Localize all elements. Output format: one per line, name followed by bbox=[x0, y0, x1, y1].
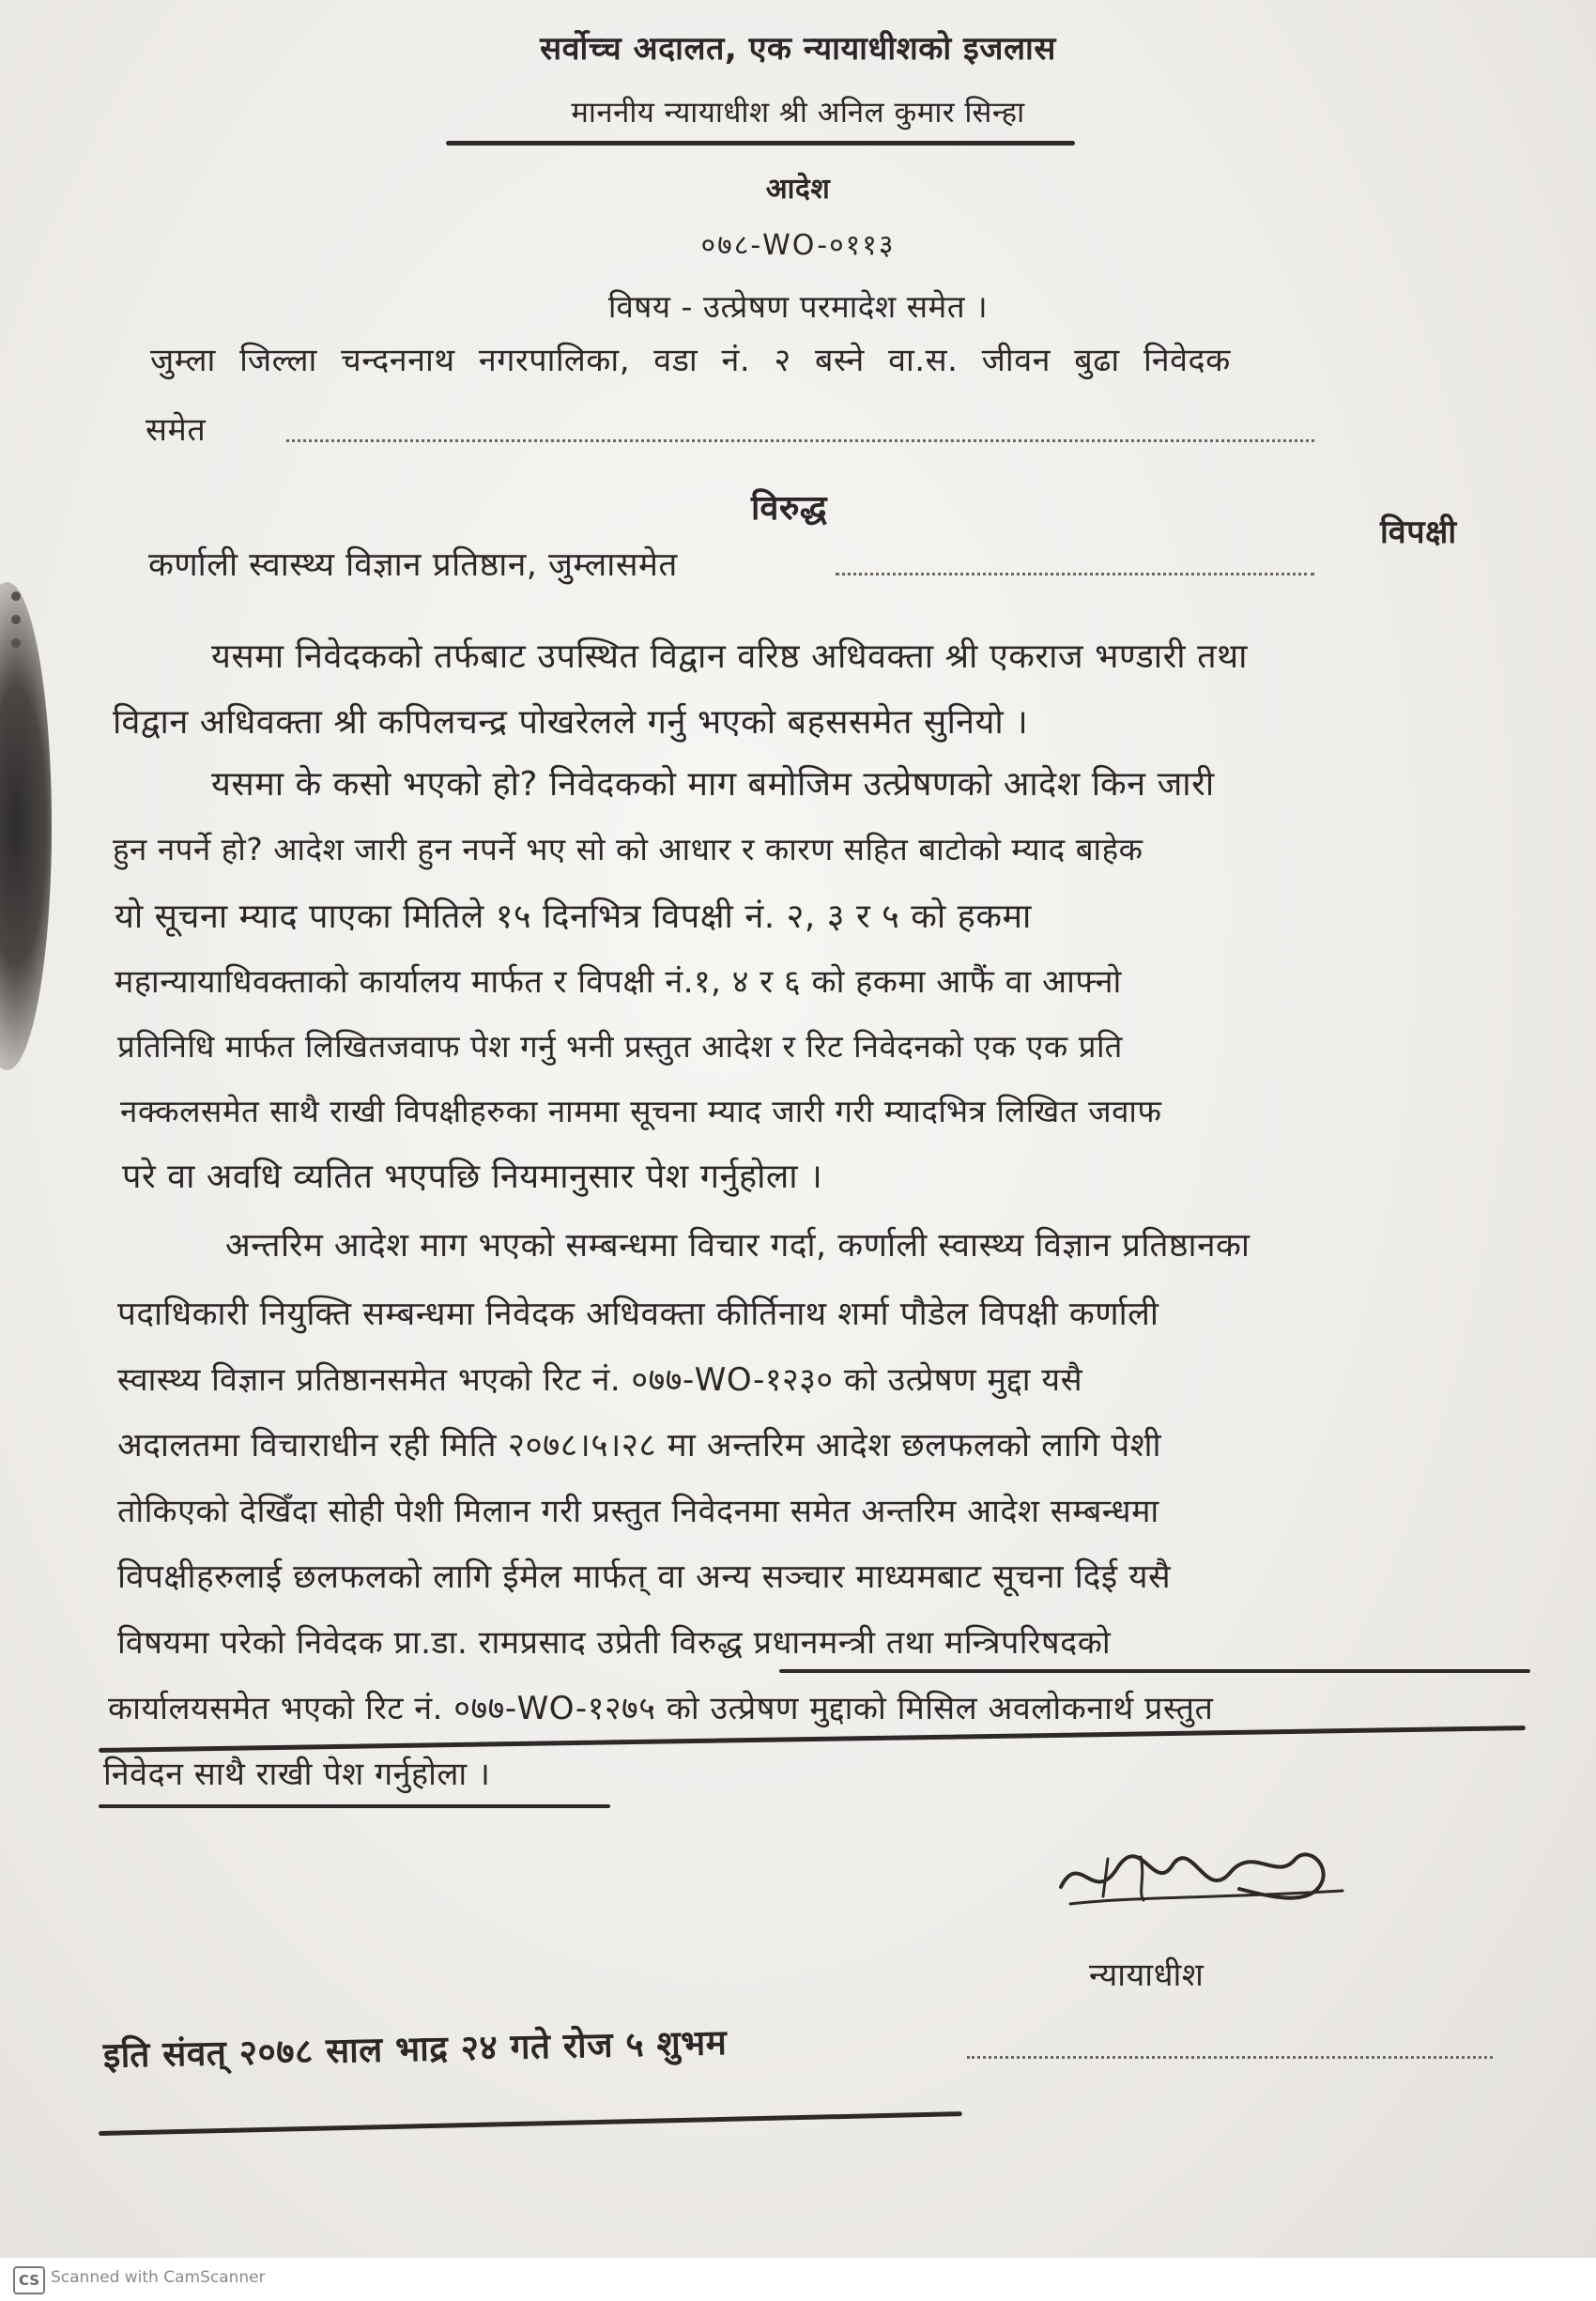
respondent-label: विपक्षी bbox=[1380, 514, 1457, 551]
body-line-8: नक्कलसमेत साथै राखी विपक्षीहरुका नाममा सूचना म्याद जारी गरी म्यादभित्र लिखित जवाफ bbox=[120, 1093, 1162, 1129]
body-line-15: विपक्षीहरुलाई छलफलको लागि ईमेल मार्फत् वा अन्य सञ्चार माध्यमबाट सूचना दिई यसै bbox=[117, 1558, 1172, 1596]
case-subject: विषय - उत्प्रेषण परमादेश समेत । bbox=[607, 288, 989, 325]
body-line-13: अदालतमा विचाराधीन रही मिति २०७८।५।२८ मा अन्तरिम आदेश छलफलको लागि पेशी bbox=[117, 1427, 1162, 1465]
body-line-14: तोकिएको देखिँदा सोही पेशी मिलान गरी प्रस्तुत निवेदनमा समेत अन्तरिम आदेश सम्बन्धमा bbox=[117, 1493, 1159, 1530]
camscanner-logo-icon: CS bbox=[13, 2266, 45, 2294]
header-underline bbox=[446, 141, 1075, 146]
binding-shadow bbox=[0, 582, 52, 1070]
scanner-watermark: Scanned with CamScanner bbox=[51, 2268, 266, 2287]
binding-hole bbox=[11, 615, 21, 624]
body-line-16: विषयमा परेको निवेदक प्रा.डा. रामप्रसाद उप्रेती विरुद्ध प्रधानमन्त्री तथा मन्त्रिपरिषदको bbox=[117, 1624, 1112, 1662]
petitioner-line: जुम्ला जिल्ला चन्दननाथ नगरपालिका, वडा नं. २ बस्ने वा.स. जीवन बुढा निवेदक bbox=[150, 342, 1231, 379]
dotted-leader bbox=[286, 439, 1314, 442]
body-line-7: प्रतिनिधि मार्फत लिखितजवाफ पेश गर्नु भनी प्रस्तुत आदेश र रिट निवेदनको एक एक प्रति bbox=[117, 1028, 1123, 1065]
dotted-leader bbox=[967, 2056, 1493, 2059]
handwritten-underline bbox=[779, 1669, 1530, 1673]
order-title: आदेश bbox=[765, 173, 831, 206]
date-line: इति संवत् २०७८ साल भाद्र २४ गते रोज ५ शुभम bbox=[102, 2022, 728, 2076]
petitioner-continuation: समेत bbox=[146, 411, 207, 449]
body-line-11: पदाधिकारी नियुक्ति सम्बन्धमा निवेदक अधिवक्ता कीर्तिनाथ शर्मा पौडेल विपक्षी कर्णाली bbox=[117, 1296, 1159, 1333]
body-line-4: हुन नपर्ने हो? आदेश जारी हुन नपर्ने भए सो को आधार र कारण सहित बाटोको म्याद बाहेक bbox=[113, 831, 1143, 867]
judge-signature bbox=[1051, 1831, 1361, 1934]
respondent-line: कर्णाली स्वास्थ्य विज्ञान प्रतिष्ठान, जुम्लासमेत bbox=[148, 546, 678, 584]
body-line-12: स्वास्थ्य विज्ञान प्रतिष्ठानसमेत भएको रिट नं. ०७७-WO-१२३० को उत्प्रेषण मुद्दा यसै bbox=[117, 1361, 1083, 1399]
judge-name-line: माननीय न्यायाधीश श्री अनिल कुमार सिन्हा bbox=[571, 96, 1025, 130]
binding-hole bbox=[11, 638, 21, 648]
date-underline bbox=[99, 2111, 962, 2136]
court-bench-heading: सर्वोच्च अदालत, एक न्यायाधीशको इजलास bbox=[540, 30, 1056, 68]
scanner-watermark-bar bbox=[0, 2258, 1596, 2301]
body-line-10: अन्तरिम आदेश माग भएको सम्बन्धमा विचार गर्दा, कर्णाली स्वास्थ्य विज्ञान प्रतिष्ठानका bbox=[225, 1227, 1251, 1265]
signature-title: न्यायाधीश bbox=[1089, 1956, 1205, 1994]
body-line-5: यो सूचना म्याद पाएका मितिले १५ दिनभित्र विपक्षी नं. २, ३ र ५ को हकमा bbox=[115, 897, 1032, 936]
body-line-6: महान्यायाधिवक्ताको कार्यालय मार्फत र विपक्षी नं.१, ४ र ६ को हकमा आफैं वा आफ्नो bbox=[115, 963, 1122, 1001]
body-line-1: यसमा निवेदकको तर्फबाट उपस्थित विद्वान वरिष्ठ अधिवक्ता श्री एकराज भण्डारी तथा bbox=[211, 637, 1248, 676]
case-number: ०७८-WO-०११३ bbox=[700, 229, 896, 262]
handwritten-underline bbox=[99, 1804, 610, 1808]
body-line-3: यसमा के कसो भएको हो? निवेदकको माग बमोजिम उत्प्रेषणको आदेश किन जारी bbox=[211, 765, 1215, 804]
body-line-18: निवेदन साथै राखी पेश गर्नुहोला । bbox=[103, 1756, 491, 1793]
dotted-leader bbox=[836, 573, 1314, 575]
body-line-9: परे वा अवधि व्यतित भएपछि नियमानुसार पेश गर्नुहोला । bbox=[122, 1158, 823, 1196]
handwritten-underline bbox=[99, 1726, 1526, 1753]
body-line-2: विद्वान अधिवक्ता श्री कपिलचन्द्र पोखरेलले गर्नु भएको बहससमेत सुनियो । bbox=[113, 703, 1029, 742]
body-line-17: कार्यालयसमेत भएको रिट नं. ०७७-WO-१२७५ को उत्प्रेषण मुद्दाको मिसिल अवलोकनार्थ प्रस्तुत bbox=[108, 1690, 1214, 1727]
binding-hole bbox=[11, 591, 21, 601]
versus-label: विरुद्ध bbox=[751, 489, 828, 528]
